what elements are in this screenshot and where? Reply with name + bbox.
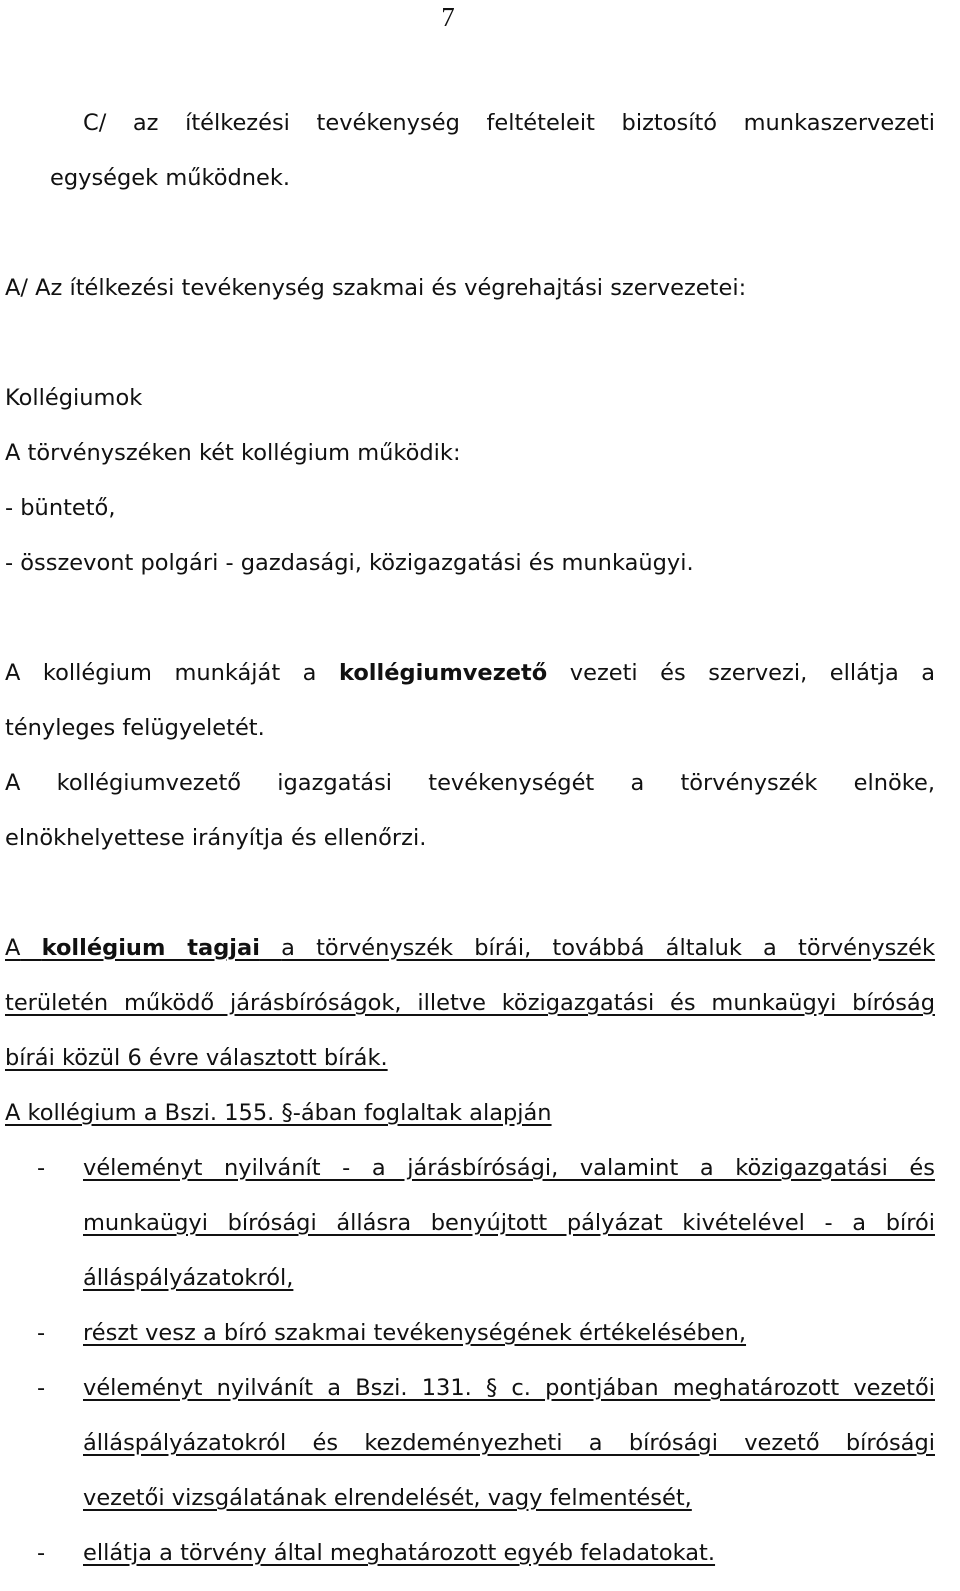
kollegium-item-2: - összevont polgári - gazdasági, közigazgatási és munkaügyi. [5, 550, 694, 576]
para3-line-1 [5, 932, 935, 964]
kollegium-item-1: - büntető, [5, 495, 116, 521]
list-dash-1: - [37, 1155, 46, 1181]
list-item-2: részt vesz a bíró szakmai tevékenységének értékelésében, [83, 1320, 747, 1346]
para3-bold-term: kollégium tagjai [41, 935, 260, 961]
list-dash-2: - [37, 1320, 46, 1346]
kollegiumok-intro: A törvényszéken két kollégium működik: [5, 440, 461, 466]
para3-text-a: A [5, 935, 21, 961]
para2-bold-term: kollégiumvezető [338, 660, 548, 686]
para2-text-c: vezeti és szervezi, ellátja a [569, 660, 936, 686]
para3-line-3: bírái közül 6 évre választott bírák. [5, 1045, 388, 1071]
para2-line-1 [5, 657, 935, 689]
para3-text-c: a törvényszék bírái, továbbá általuk a törvényszék [281, 935, 936, 961]
para2-line-4: elnökhelyettese irányítja és ellenőrzi. [5, 825, 427, 851]
section-heading: A/ Az ítélkezési tevékenység szakmai és végrehajtási szervezetei: [5, 275, 747, 301]
para2-line-3: A kollégiumvezető igazgatási tevékenységét a törvényszék elnöke, [5, 770, 935, 796]
list-item-3-line-1: véleményt nyilvánít a Bszi. 131. § c. pontjában meghatározott vezetői [83, 1375, 935, 1401]
intro-line-2: egységek működnek. [50, 165, 291, 191]
intro-line-1: C/ az ítélkezési tevékenység feltételeit biztosító munkaszervezeti [83, 110, 935, 136]
para2-text-a: A kollégium munkáját a [5, 660, 317, 686]
list-dash-4: - [37, 1540, 46, 1566]
list-item-1-line-3: álláspályázatokról, [83, 1265, 294, 1291]
list-item-3-line-3: vezetői vizsgálatának elrendelését, vagy felmentését, [83, 1485, 692, 1511]
para2-line-2: tényleges felügyeletét. [5, 715, 265, 741]
page-number: 7 [441, 2, 455, 32]
kollegiumok-title: Kollégiumok [5, 385, 143, 411]
list-item-3-line-2: álláspályázatokról és kezdeményezheti a bírósági vezető bírósági [83, 1430, 935, 1456]
list-item-4: ellátja a törvény által meghatározott egyéb feladatokat. [83, 1540, 716, 1566]
list-item-1-line-2: munkaügyi bírósági állásra benyújtott pályázat kivételével - a bírói [83, 1210, 935, 1236]
list-item-1-line-1: véleményt nyilvánít - a járásbírósági, valamint a közigazgatási és [83, 1155, 935, 1181]
list-dash-3: - [37, 1375, 46, 1401]
para3-line-2: területén működő járásbíróságok, illetve közigazgatási és munkaügyi bíróság [5, 990, 935, 1016]
para3-line-4: A kollégium a Bszi. 155. §-ában foglaltak alapján [5, 1100, 552, 1126]
